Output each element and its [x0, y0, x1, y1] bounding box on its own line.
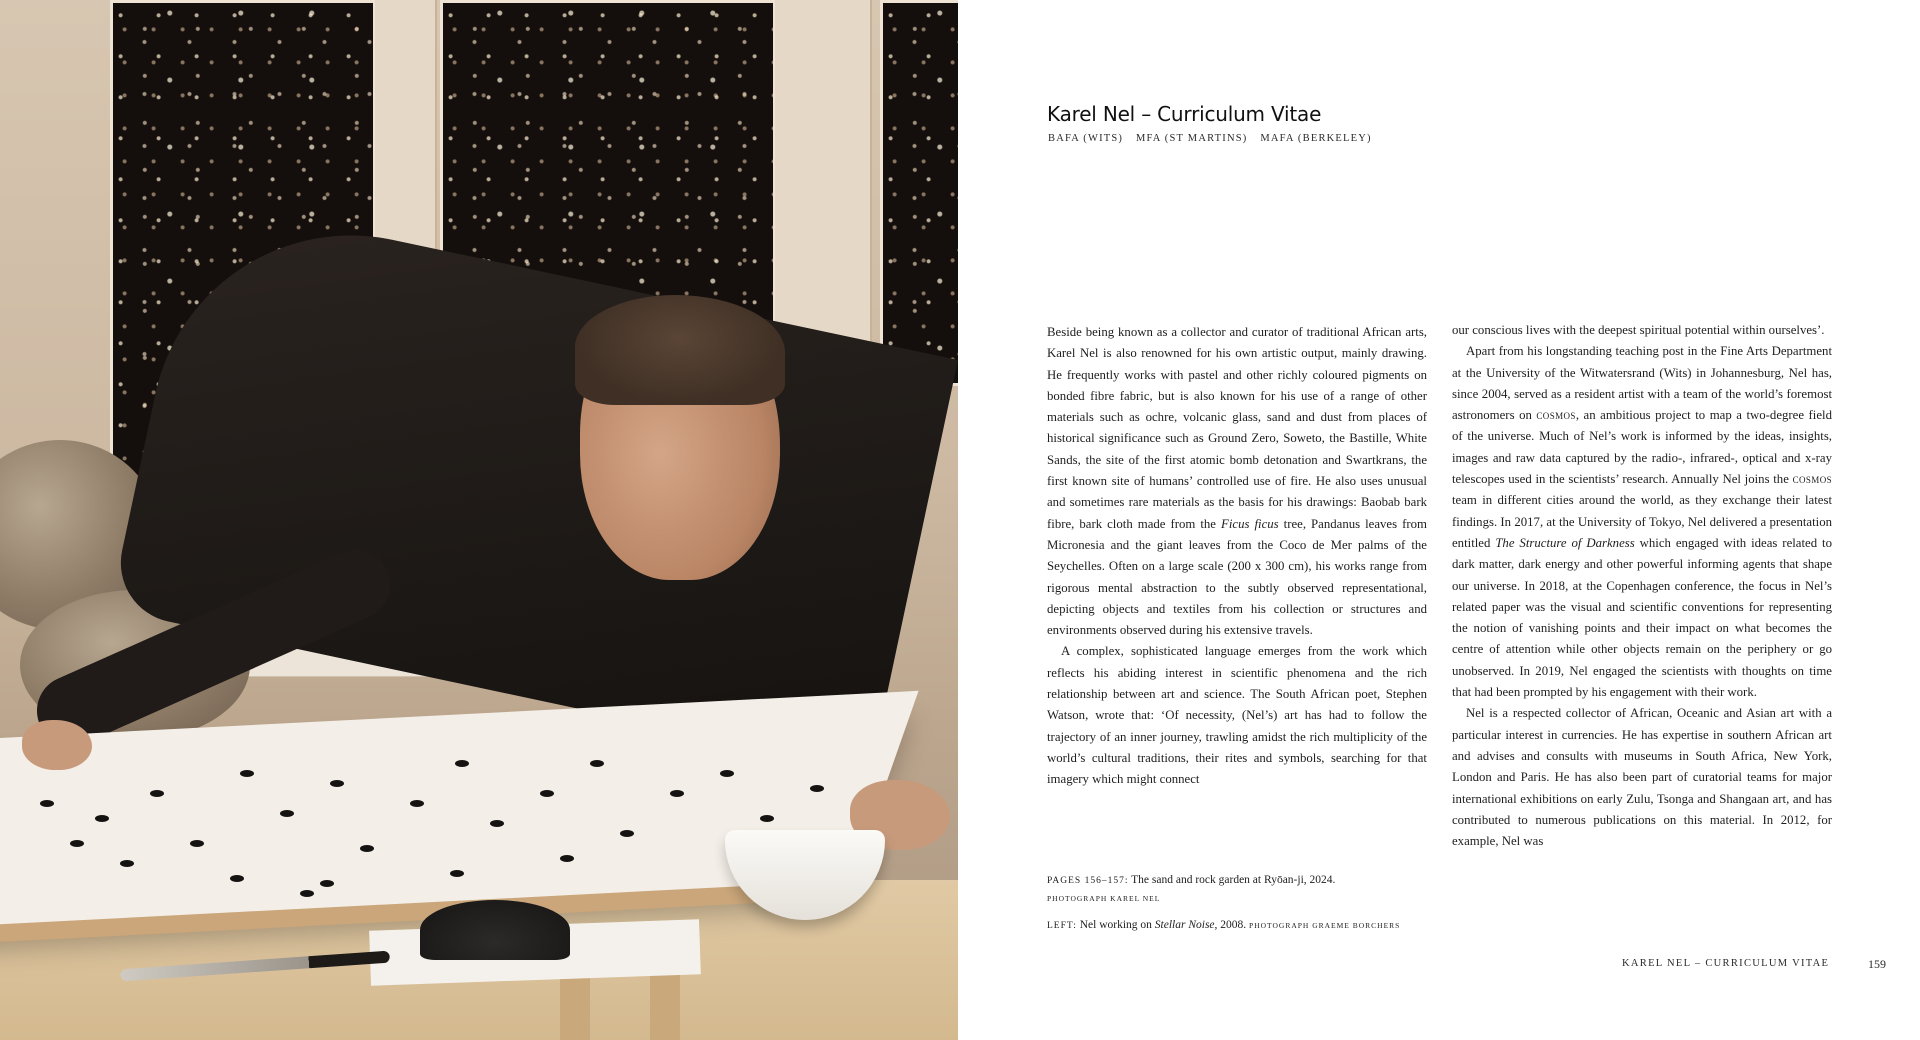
degrees-line	[1048, 133, 1381, 144]
paragraph: our conscious lives with the deepest spiritual potential within ourselves’.	[1452, 323, 1825, 337]
figure-hand	[22, 720, 92, 770]
caption: PAGES 156–157: The sand and rock garden at Ryōan-ji, 2024. PHOTOGRAPH KAREL NEL	[1047, 872, 1427, 907]
body-column-2	[1452, 320, 1832, 852]
right-page	[958, 0, 1920, 1040]
paragraph: A complex, sophisticated language emerges from the work which reflects his abiding interest in scientific phenomena and the rich relationship between art and science. The South African poet, Stephen Watson, wrote that: ‘Of necessity, (Nel’s) art has had to follow the trajectory of an inner journey, trawling amidst the rich multiplicity of the world’s cultural traditions, their rites and symbols, searching for that imagery which might connect	[1047, 644, 1427, 787]
photo-credit: PHOTOGRAPH KAREL NEL	[1047, 894, 1161, 903]
starfield-panel	[880, 0, 958, 386]
photograph	[0, 0, 958, 1040]
running-head: KAREL NEL – CURRICULUM VITAE	[1622, 958, 1830, 969]
degree: BAFA (WITS)	[1048, 133, 1124, 144]
photo-captions	[1047, 872, 1427, 944]
paragraph: Nel is a respected collector of African, Oceanic and Asian art with a particular interest in currencies. He has expertise in southern African art and advises and consults with museums in South Africa, New York, London and Paris. He has also been part of curatorial teams for major international exhibitions on early Zulu, Tsonga and Shangaan art, and has contributed to numerous publications on this material. In 2012, for example, Nel was	[1452, 706, 1832, 849]
body-column-1	[1047, 322, 1427, 791]
caption: LEFT: Nel working on Stellar Noise, 2008. PHOTOGRAPH GRAEME BORCHERS	[1047, 919, 1401, 931]
photo-credit: PHOTOGRAPH GRAEME BORCHERS	[1249, 921, 1401, 930]
paragraph: Beside being known as a collector and curator of traditional African arts, Karel Nel is also renowned for his own artistic output, mainly drawing. He frequently works with pastel and other richly coloured pigments on bonded fibre fabric, but is also known for his use of a range of other materials such as ochre, volcanic glass, sand and dust from places of historical significance such as Ground Zero, Soweto, the Bastille, White Sands, the site of the first atomic bomb detonation and Swartkrans, the first known site of humans’ controlled use of fire. He also uses unusual and sometimes rare materials as the basis for his drawings: Baobab bark fibre, bark cloth made from the Ficus ficus tree, Pandanus leaves from Micronesia and the giant leaves from the Coco de Mer palms of the Seychelles. Often on a large scale (200 x 300 cm), his works range from rigorous mental abstraction to the subtly observed representational, depicting objects and textiles from his collection or structures and environments observed during his extensive travels.	[1047, 325, 1427, 638]
figure-hair	[575, 295, 785, 405]
page-title: Karel Nel – Curriculum Vitae	[1047, 102, 1322, 126]
degree: MAFA (BERKELEY)	[1260, 133, 1372, 144]
sand-pile	[420, 900, 570, 960]
paragraph: Apart from his longstanding teaching post in the Fine Arts Department at the University of the Witwatersrand (Wits) in Johannesburg, Nel has, since 2004, served as a resident artist with a team of the world’s foremost astronomers on cosmos, an ambitious project to map a two-degree field of the universe. Much of Nel’s work is informed by the ideas, insights, images and raw data captured by the radio-, infrared-, optical and x-ray telescopes used in the scientists’ research. Annually Nel joins the cosmos team in different cities around the world, as they exchange their latest findings. In 2017, at the University of Tokyo, Nel delivered a presentation entitled The Structure of Darkness which engaged with ideas related to dark matter, dark energy and other powerful informing agents that shape our universe. In 2018, at the Copenhagen conference, the focus in Nel’s related paper was the visual and scientific conventions for representing the notion of vanishing points and their impact on what becomes the centre of attention while other objects remain on the periphery or go unobserved. In 2019, Nel engaged the scientists with thoughts on time that had been prompted by his engagement with their work.	[1452, 344, 1832, 700]
degree: MFA (ST MARTINS)	[1135, 133, 1248, 144]
page-number: 159	[1868, 957, 1886, 971]
